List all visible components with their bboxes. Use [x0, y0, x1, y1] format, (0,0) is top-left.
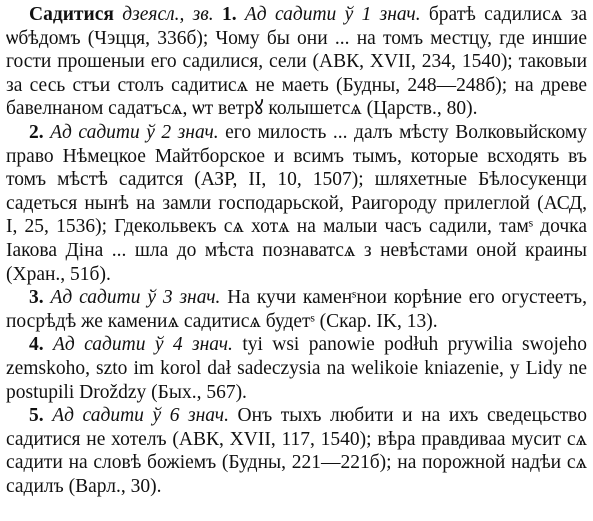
sense-text: братѣ садилисѧ за ѡбѣдомъ (Чэцця, 336б); Чому бы они ... на томъ местцу, где иншие гости прошеныи его садилися, сели (АВК, XVII, 234, 1540); таковыи за сесь стъи столъ садитисѧ не маеть (Будны, 248—248б); на древе бавелнаном садатъсѧ, ѡт ветрꙋ колышетсѧ (Царств., 80).: [6, 4, 588, 120]
sense-paragraph-2: [6, 121, 587, 286]
sense-text: его милость ... далъ мѣсту Волковыйскому право Нѣмецкое Майтборское и всимъ тымъ, которые всходять въ томъ мѣстѣ садится (АЗР, II, 10, 1507); шляхетные Бѣлосукенци садеться нынѣ на замли господарьской, Раигороду прилеглой (АСД, I, 25, 1536); Гдекольвекъ сѧ хотѧ на малыи часъ садили, тамˢ дочка Іакова Діна ... шла до мѣста познаватсѧ з невѣстами оной краины (Хран., 51б).: [6, 121, 588, 285]
sense-paragraph-4: [6, 333, 587, 404]
sense-number: 1.: [221, 4, 237, 25]
sense-definition: Ад садити ў 3 знач.: [50, 287, 221, 309]
sense-paragraph-1: [6, 3, 587, 121]
sense-text: На кучи каменˢнои корѣние его огустеетъ, посрѣдѣ же камениѧ садитисѧ будетˢ (Скар. IK, 13).: [6, 287, 587, 332]
sense-number: 4.: [29, 334, 44, 356]
headword: Садитися: [29, 4, 114, 25]
sense-paragraph-5: [6, 404, 587, 498]
grammar-label: дзеясл., зв.: [122, 4, 214, 25]
sense-number: 5.: [29, 405, 44, 427]
sense-number: 2.: [29, 121, 44, 143]
sense-paragraph-3: [6, 286, 587, 333]
sense-text: tyi wsi panowie podłuh prywilia swojeho zemskoho, szto im korol dał sadeczysia na welikoie kniazenie, y Lidy ne postupili Droždzy (Бых., 567).: [6, 334, 588, 403]
sense-definition: Ад садити ў 1 знач.: [244, 4, 421, 25]
sense-definition: Ад садити ў 4 знач.: [53, 334, 233, 356]
sense-number: 3.: [29, 287, 44, 309]
sense-definition: Ад садити ў 2 знач.: [50, 121, 219, 143]
sense-definition: Ад садити ў 6 знач.: [52, 405, 229, 427]
sense-text: Онъ тыхъ любити и на ихъ сведецьство садитися не хотелъ (АВК, XVII, 117, 1540); вѣра правдиваа мусит сѧ садити на словѣ божіемъ (Будны, 221—221б); на порожной надѣи сѧ садилъ (Варл., 30).: [6, 405, 588, 497]
